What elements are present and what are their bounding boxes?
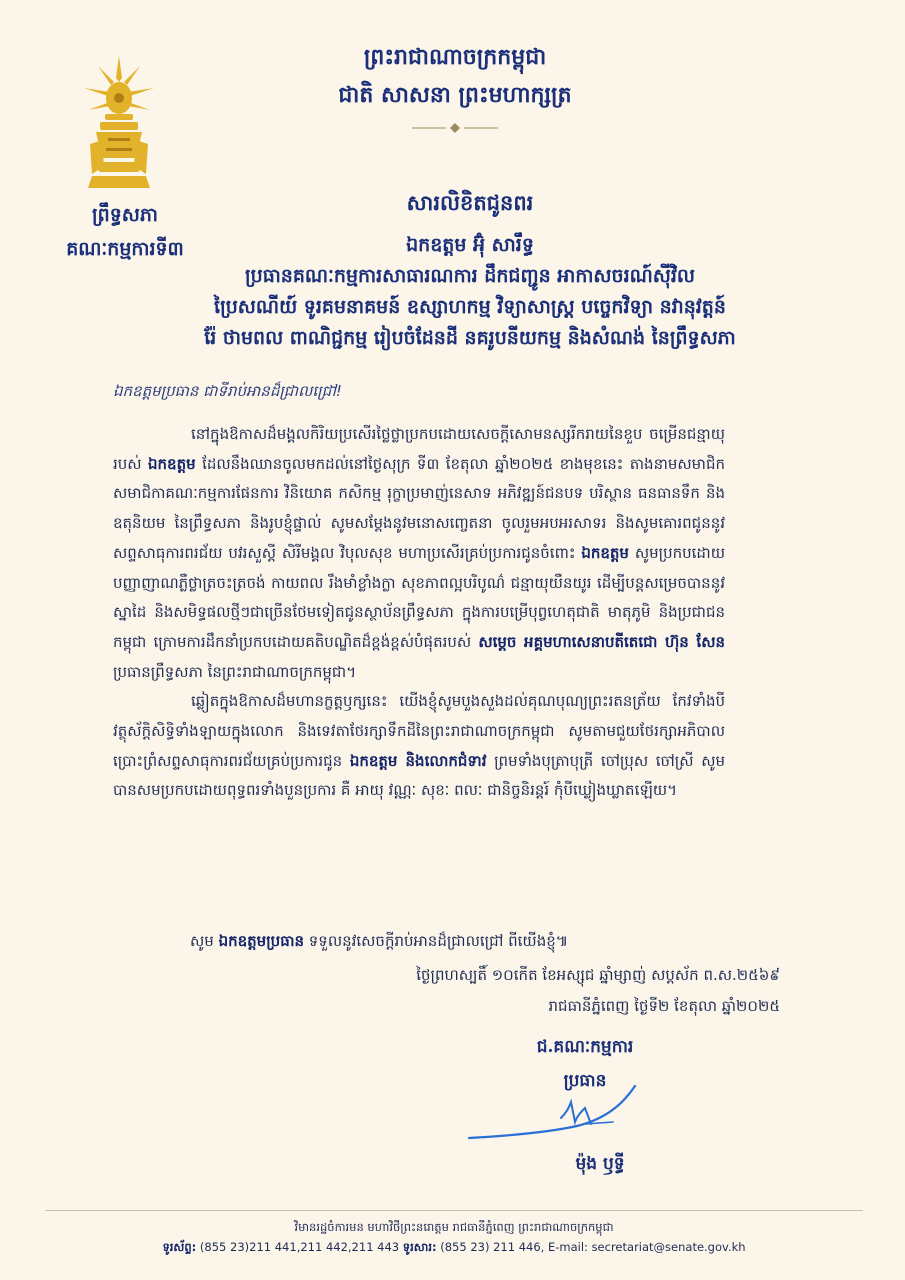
p2-text-a: ឆ្លៀតក្នុងឱកាសដ៏មហានក្ខត្តឫក្សនេះ យើងខ្ញុំសូមបួងសួងដល់គុណបុណ្យព្រះរតនត្រ័យ កែវទាំងបី វត្ថុស័ក្ដិសិទ្ធិទាំងឡាយក្នុងលោក និងទេវតាថែរក្សាទឹកដីនៃព្រះរាជាណាចក្រកម្ពុជា សូមតាមជួយថែរក្សាអភិបាលប្រោះព្រំសព្ទសាធុការពរជ័យគ្រប់ប្រការជូន — [113, 692, 725, 770]
paragraph-1 — [113, 420, 725, 687]
p2-honorific: ឯកឧត្តម និងលោកជំទាវ — [349, 751, 487, 770]
footer-contact — [45, 1237, 863, 1257]
p1-text-c: ដែលនឹងឈានចូលមកដល់នៅថ្ងៃសុក្រ ទី៣ ខែតុលា ឆ្នាំ២០២៥ ខាងមុខនេះ តាងនាមសមាជិក សមាជិកាគណៈកម្មការផែនការ វិនិយោគ កសិកម្ម រុក្ខាប្រមាញ់នេសាទ អភិវឌ្ឍន៍ជនបទ បរិស្ថាន ធនធានទឹក និងឧតុនិយម នៃព្រឹទ្ធសភា និងរូបខ្ញុំផ្ទាល់ សូមសម្ដែងនូវមនោសញ្ចេតនា ចូលរួមអបអរសាទរ និងសូមគោរពជូននូវសព្ទសាធុការពរជ័យ បវរសួស្ដី សិរីមង្គល វិបុលសុខ មហាប្រសើរគ្រប់ប្រការជូនចំពោះ — [113, 454, 725, 562]
recipient-name: ឯកឧត្តម អ៊ុំ សារឹទ្ធ — [406, 234, 534, 256]
paragraph-2 — [113, 687, 725, 806]
letter-body — [113, 420, 725, 806]
senate-name: ព្រឹទ្ធសភា — [92, 204, 158, 226]
lunar-date: ថ្ងៃព្រហស្បតិ៍ ១០កើត ខែអស្សុជ ឆ្នាំម្សាញ់ សប្តស័ក ព.ស.២៥៦៩ — [416, 966, 780, 984]
p1-honorific-1: ឯកឧត្តម — [148, 454, 196, 473]
commission-name: គណៈកម្មការទី៣ — [66, 238, 184, 260]
footer — [45, 1217, 863, 1257]
solar-date: រាជធានីភ្នំពេញ ថ្ងៃទី២ ខែតុលា ឆ្នាំ២០២៥ — [548, 997, 780, 1015]
signatory-org: ជ.គណៈកម្មការ — [536, 1037, 634, 1057]
handwritten-signature-icon — [465, 1078, 640, 1158]
letter-title-block — [120, 185, 820, 221]
footer-address: វិមានរដ្ឋចំការមន មហាវិថីព្រះនរោត្តម រាជធានីភ្នំពេញ ព្រះរាជាណាចក្រកម្ពុជា — [294, 1220, 614, 1234]
signer-name: ម៉ុង ឫទ្ធី — [575, 1154, 625, 1174]
p2-text-c: ព្រមទាំងបុត្រាបុត្រី ចៅប្រុស ចៅស្រី សូមបានសមប្រកបដោយពុទ្ធពរទាំងបួនប្រការ គឺ អាយុ វណ្ណៈ សុខៈ ពលៈ ជានិច្ចនិរន្តរ៍ កុំបីឃ្លៀងឃ្លាតឡើយ។ — [113, 751, 725, 800]
national-motto: ជាតិ សាសនា ព្រះមហាក្សត្រ — [338, 82, 572, 108]
salutation: ឯកឧត្តមប្រធាន ជាទីរាប់អានដ៏ជ្រាលជ្រៅ! — [113, 382, 342, 400]
signatory-role: ប្រធាន — [563, 1071, 607, 1091]
divider-ornament-icon — [410, 122, 500, 134]
kingdom-motto — [260, 38, 650, 114]
recipient-title-line-3: រ៉ែ ថាមពល ពាណិជ្ជកម្ម រៀបចំដែនដី នគរូបនីយកម្ម និងសំណង់ នៃព្រឹទ្ធសភា — [204, 327, 736, 349]
date-block — [320, 960, 780, 1022]
recipient-title-line-1: ប្រធានគណៈកម្មការសាធារណការ ដឹកជញ្ជូន អាកាសចរណ៍ស៊ីវិល — [244, 265, 696, 287]
closing-text-a: សូម — [190, 932, 214, 950]
p1-honorific-2: ឯកឧត្តម — [581, 543, 629, 562]
footer-divider — [45, 1210, 863, 1211]
senate-emblem-icon — [78, 48, 160, 193]
closing-text-c: ទទួលនូវសេចក្ដីរាប់អានដ៏ជ្រាលជ្រៅ ពីយើងខ្ញុំ៕ — [308, 932, 569, 950]
phone-number: (855 23)211 441,211 442,211 443 — [199, 1240, 400, 1254]
recipient-block — [80, 230, 860, 354]
kingdom-name: ព្រះរាជាណាចក្រកម្ពុជា — [363, 44, 547, 70]
p1-text-e: សូមប្រកបដោយបញ្ញាញាណភ្លឺថ្លាត្រចះត្រចង់ កាយពល រឹងមាំខ្លាំងក្លា សុខភាពល្អបរិបូណ៌ ជន្មាយុយឺនយូរ ដើម្បីបន្តសម្រេចបាននូវស្នាដៃ និងសមិទ្ធផលថ្មីៗជាច្រើនថែមទៀតជូនស្ថាប័នព្រឹទ្ធសភា ក្នុងការបម្រើបុព្វហេតុជាតិ មាតុភូមិ និងប្រជាជនកម្ពុជា ក្រោមការដឹកនាំប្រកបដោយគតិបណ្ឌិតដ៏ខ្ពង់ខ្ពស់បំផុតរបស់ — [113, 543, 725, 651]
p1-text-a: នៅក្នុងឱកាសដ៏មង្គលកិរិយប្រសើរថ្លៃថ្លាប្រកបដោយសេចក្ដីសោមនស្សរីករាយនៃខួប ចម្រើនជន្មាយុរបស់ — [113, 425, 725, 473]
p1-senate-president: សម្ដេច អគ្គមហាសេនាបតីតេជោ ហ៊ុន សែន — [478, 632, 725, 651]
closing-honorific: ឯកឧត្តមប្រធាន — [218, 932, 304, 950]
p1-text-g: ប្រធានព្រឹទ្ធសភា នៃព្រះរាជាណាចក្រកម្ពុជា។ — [113, 662, 357, 681]
fax-email: (855 23) 211 446, E-mail: secretariat@senate.gov.kh — [440, 1240, 746, 1254]
fax-label: ទូរសារ: — [402, 1240, 437, 1254]
recipient-title-line-2: ប្រៃសណីយ៍ ទូរគមនាគមន៍ ឧស្សាហកម្ម វិទ្យាសាស្ត្រ បច្ចេកវិទ្យា នវានុវត្តន៍ — [214, 296, 726, 318]
closing-line — [190, 926, 790, 956]
phone-label: ទូរស័ព្ទ: — [162, 1240, 197, 1254]
letter-title: សារលិខិតជូនពរ — [406, 190, 534, 215]
